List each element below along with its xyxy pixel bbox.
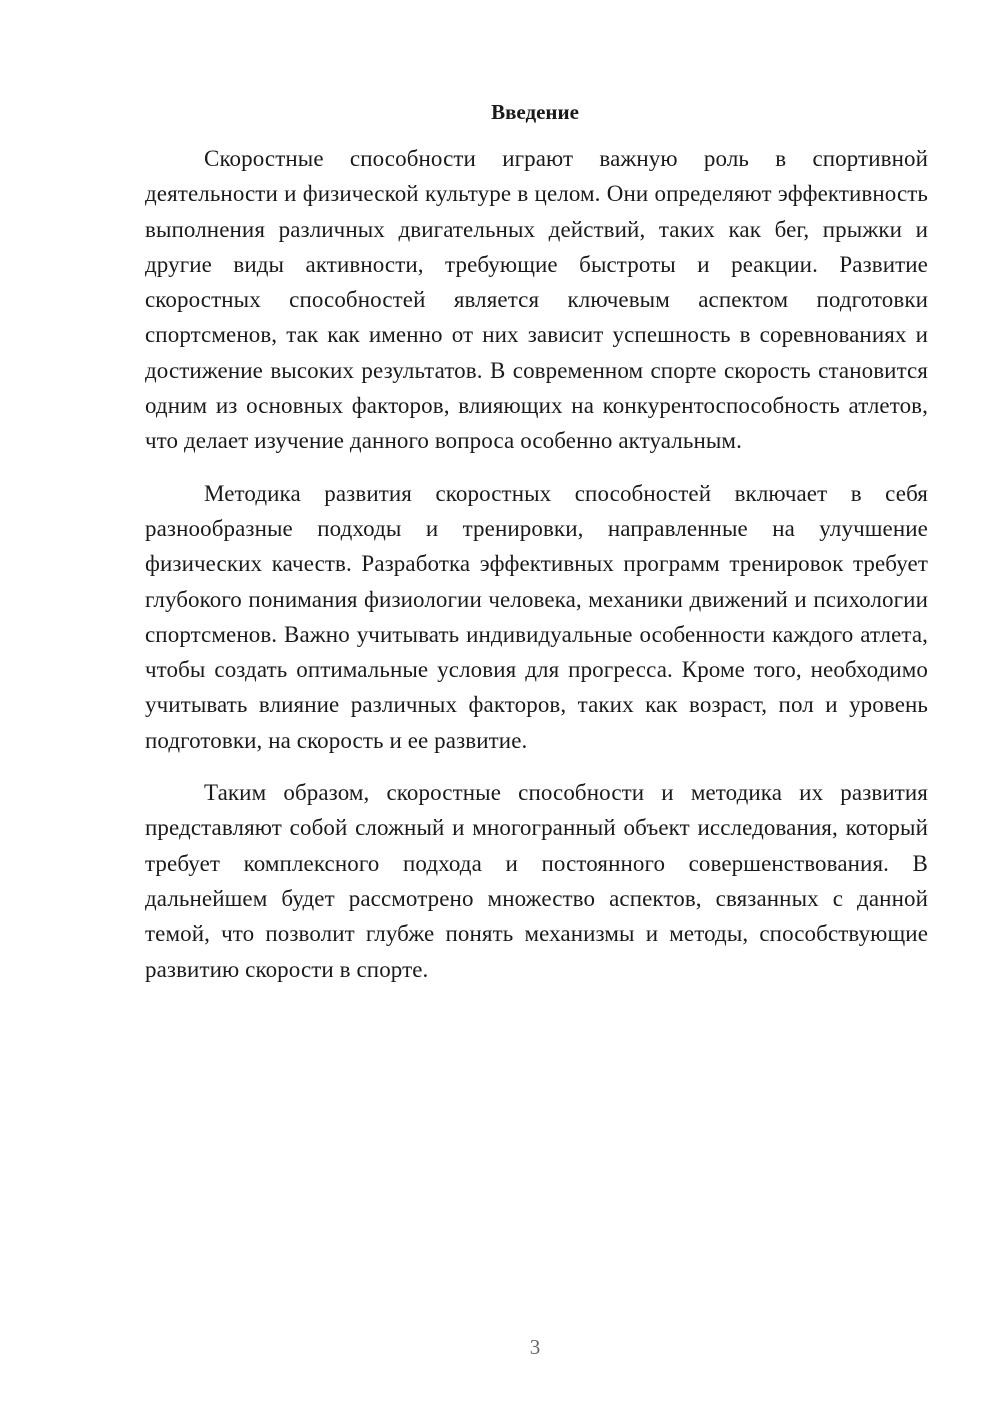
section-title: Введение (491, 100, 579, 124)
page-number: 3 (529, 1335, 541, 1359)
paragraph-2: Методика развития скоростных способностей включает в себя разнообразные подходы и тренировки, направленные на улучшение физических качеств. Разработка эффективных программ тренировок требует глубокого понимания физиологии человека, механики движений и психологии спортсменов. Важно учитывать индивидуальные особенности каждого атлета, чтобы создать оптимальные условия для прогресса. Кроме того, необходимо учитывать влияние различных факторов, таких как возраст, пол и уровень подготовки, на скорость и ее развитие. (145, 480, 928, 753)
paragraph-1: Скоростные способности играют важную роль в спортивной деятельности и физической культуре в целом. Они определяют эффективность выполнения различных двигательных действий, таких как бег, прыжки и другие виды активности, требующие быстроты и реакции. Развитие скоростных способностей является ключевым аспектом подготовки спортсменов, так как именно от них зависит успешность в соревнованиях и достижение высоких результатов. В современном спорте скорость становится одним из основных факторов, влияющих на конкурентоспособность атлетов, что делает изучение данного вопроса особенно актуальным. (145, 146, 928, 454)
body-text (145, 141, 928, 987)
paragraph-3: Таким образом, скоростные способности и методика их развития представляют собой сложный и многогранный объект исследования, который требует комплексного подхода и постоянного совершенствования. В дальнейшем будет рассмотрено множество аспектов, связанных с данной темой, что позволит глубже понять механизмы и методы, способствующие развитию скорости в спорте. (145, 780, 928, 982)
